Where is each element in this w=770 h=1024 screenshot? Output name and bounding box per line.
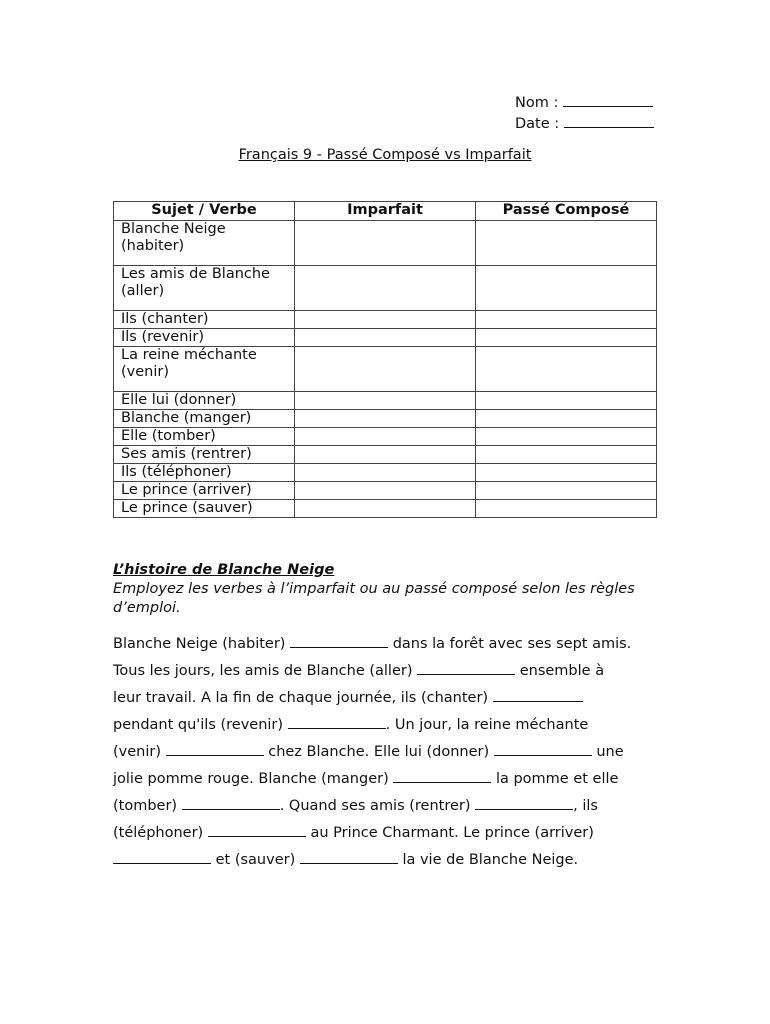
subject-cell <box>114 221 295 266</box>
story-line <box>113 685 673 712</box>
passe-compose-answer-cell[interactable] <box>476 221 657 266</box>
date-blank[interactable] <box>564 113 654 128</box>
fill-in-blank[interactable] <box>113 847 211 864</box>
story-text: ensemble à <box>519 663 605 679</box>
imparfait-answer-cell[interactable] <box>295 410 476 428</box>
passe-compose-answer-cell[interactable] <box>476 410 657 428</box>
story-paragraph <box>113 631 673 874</box>
table-row <box>114 482 657 500</box>
header-imparfait: Imparfait <box>295 202 476 221</box>
fill-in-blank[interactable] <box>417 658 515 675</box>
header-passe-compose: Passé Composé <box>476 202 657 221</box>
subject-text: Les amis de Blanche <box>121 266 270 282</box>
story-text: Tous les jours, les amis de Blanche (aller) <box>113 663 413 679</box>
passe-compose-answer-cell[interactable] <box>476 329 657 347</box>
passe-compose-answer-cell[interactable] <box>476 464 657 482</box>
name-blank[interactable] <box>563 92 653 107</box>
subject-text: Blanche Neige <box>121 221 226 237</box>
story-text: et (sauver) <box>215 852 296 868</box>
table-header-row <box>114 202 657 221</box>
verb-text: (aller) <box>121 283 165 299</box>
table-row <box>114 428 657 446</box>
story-text: chez Blanche. Elle lui (donner) <box>268 744 490 760</box>
story-text: . Un jour, la reine méchante <box>385 717 589 733</box>
name-label: Nom : <box>515 95 559 111</box>
imparfait-answer-cell[interactable] <box>295 464 476 482</box>
imparfait-answer-cell[interactable] <box>295 392 476 410</box>
table-row <box>114 347 657 392</box>
fill-in-blank[interactable] <box>475 793 573 810</box>
imparfait-answer-cell[interactable] <box>295 482 476 500</box>
verb-text: (venir) <box>121 364 169 380</box>
table-row <box>114 329 657 347</box>
header-subject-verb: Sujet / Verbe <box>114 202 295 221</box>
table-row <box>114 464 657 482</box>
story-line <box>113 658 673 685</box>
story-instructions: Employez les verbes à l’imparfait ou au passé composé selon les règles d’emploi. <box>113 581 635 616</box>
passe-compose-answer-cell[interactable] <box>476 500 657 518</box>
imparfait-answer-cell[interactable] <box>295 446 476 464</box>
story-line <box>113 847 673 874</box>
passe-compose-answer-cell[interactable] <box>476 428 657 446</box>
subject-cell: Blanche (manger) <box>114 410 295 428</box>
subject-cell: Ses amis (rentrer) <box>114 446 295 464</box>
story-heading: L’histoire de Blanche Neige <box>113 562 335 578</box>
story-text: la pomme et elle <box>495 771 619 787</box>
story-text: dans la forêt avec ses sept amis. <box>392 636 632 652</box>
subject-cell: Le prince (sauver) <box>114 500 295 518</box>
story-line <box>113 820 673 847</box>
fill-in-blank[interactable] <box>494 739 592 756</box>
table-row <box>114 446 657 464</box>
header-fields <box>515 92 654 134</box>
table-row <box>114 410 657 428</box>
story-text: (venir) <box>113 744 161 760</box>
conjugation-table <box>113 201 657 518</box>
fill-in-blank[interactable] <box>288 712 386 729</box>
date-label: Date : <box>515 116 560 132</box>
subject-cell: Elle lui (donner) <box>114 392 295 410</box>
imparfait-answer-cell[interactable] <box>295 500 476 518</box>
fill-in-blank[interactable] <box>166 739 264 756</box>
story-text: , ils <box>573 798 598 814</box>
story-line <box>113 712 673 739</box>
fill-in-blank[interactable] <box>393 766 491 783</box>
fill-in-blank[interactable] <box>290 631 388 648</box>
subject-cell: Ils (téléphoner) <box>114 464 295 482</box>
imparfait-answer-cell[interactable] <box>295 266 476 311</box>
subject-cell <box>114 347 295 392</box>
story-line <box>113 766 673 793</box>
date-field-row <box>515 113 654 134</box>
imparfait-answer-cell[interactable] <box>295 329 476 347</box>
imparfait-answer-cell[interactable] <box>295 221 476 266</box>
story-text: (téléphoner) <box>113 825 204 841</box>
fill-in-blank[interactable] <box>300 847 398 864</box>
table-row <box>114 392 657 410</box>
table-row <box>114 266 657 311</box>
passe-compose-answer-cell[interactable] <box>476 311 657 329</box>
table-row <box>114 311 657 329</box>
passe-compose-answer-cell[interactable] <box>476 392 657 410</box>
passe-compose-answer-cell[interactable] <box>476 347 657 392</box>
story-text: leur travail. A la fin de chaque journée, ils (chanter) <box>113 690 489 706</box>
subject-cell <box>114 266 295 311</box>
subject-cell: Le prince (arriver) <box>114 482 295 500</box>
story-text: (tomber) <box>113 798 178 814</box>
subject-cell: Ils (chanter) <box>114 311 295 329</box>
story-text: la vie de Blanche Neige. <box>402 852 579 868</box>
imparfait-answer-cell[interactable] <box>295 347 476 392</box>
story-text: jolie pomme rouge. Blanche (manger) <box>113 771 389 787</box>
name-field-row <box>515 92 654 113</box>
passe-compose-answer-cell[interactable] <box>476 446 657 464</box>
table-row <box>114 500 657 518</box>
fill-in-blank[interactable] <box>493 685 583 702</box>
subject-cell: Elle (tomber) <box>114 428 295 446</box>
story-line <box>113 739 673 766</box>
story-line <box>113 631 673 658</box>
table-row <box>114 221 657 266</box>
subject-cell: Ils (revenir) <box>114 329 295 347</box>
subject-text: La reine méchante <box>121 347 257 363</box>
imparfait-answer-cell[interactable] <box>295 311 476 329</box>
fill-in-blank[interactable] <box>208 820 306 837</box>
story-text: . Quand ses amis (rentrer) <box>279 798 471 814</box>
document-title: Français 9 - Passé Composé vs Imparfait <box>238 147 532 163</box>
story-text: une <box>596 744 624 760</box>
fill-in-blank[interactable] <box>182 793 280 810</box>
story-line <box>113 793 673 820</box>
story-text: Blanche Neige (habiter) <box>113 636 286 652</box>
passe-compose-answer-cell[interactable] <box>476 482 657 500</box>
imparfait-answer-cell[interactable] <box>295 428 476 446</box>
verb-text: (habiter) <box>121 238 185 254</box>
story-text: pendant qu'ils (revenir) <box>113 717 284 733</box>
passe-compose-answer-cell[interactable] <box>476 266 657 311</box>
story-text: au Prince Charmant. Le prince (arriver) <box>310 825 594 841</box>
